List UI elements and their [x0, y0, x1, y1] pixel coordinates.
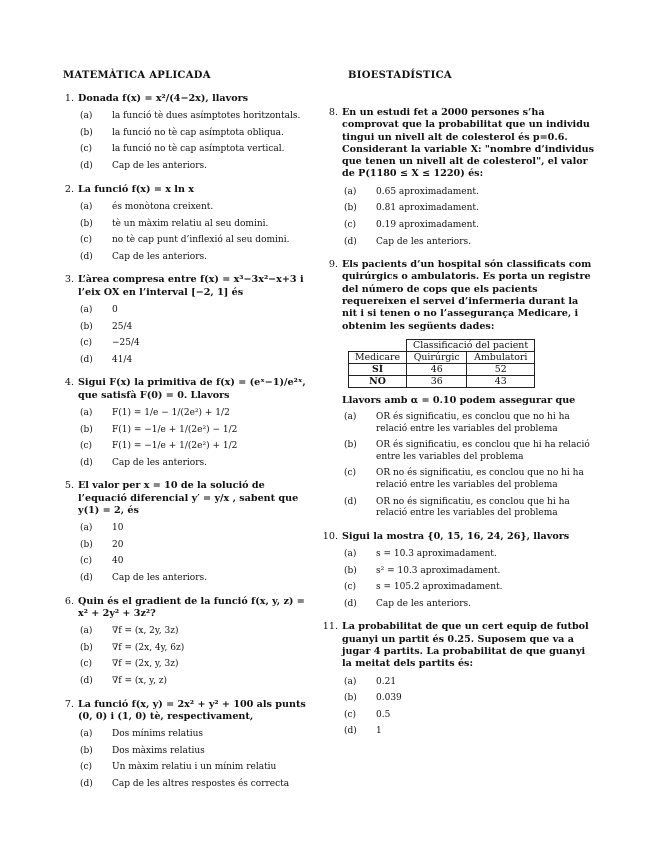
option-text: tè un màxim relatiu al seu domini.: [112, 218, 269, 229]
question-4: [58, 377, 308, 469]
option-text: 0.21: [376, 676, 397, 687]
option-text: 20: [112, 539, 124, 550]
option-label: (d): [80, 457, 93, 468]
option-label: (b): [344, 565, 357, 576]
option-text: Cap de les anteriors.: [112, 161, 207, 172]
table-row-label: SÍ: [349, 363, 407, 375]
option-text: la funció tè dues asímptotes horitzontals.: [112, 111, 301, 122]
option-label: (c): [344, 709, 357, 720]
left-column: [58, 70, 308, 801]
option-text: és monòtona creixent.: [112, 201, 214, 212]
question-number: 9.: [328, 259, 338, 271]
option-label: (d): [344, 496, 357, 507]
option-label: (d): [80, 161, 93, 172]
option-label: (a): [344, 411, 357, 422]
answer-option: [78, 540, 308, 552]
table-col-header: Quirúrgic: [407, 351, 467, 363]
option-text: Dos màxims relatius: [112, 745, 205, 756]
question-number: 6.: [64, 595, 74, 607]
option-label: (a): [344, 548, 357, 559]
answer-option: [78, 676, 308, 688]
question-stem: El valor per x = 10 de la solució de l’equació diferencial y′ = y/x , sabent que y(1) = 2, és: [78, 480, 299, 516]
answer-option: [342, 710, 594, 722]
answer-option: [78, 408, 308, 420]
option-label: (b): [344, 693, 357, 704]
option-text: Cap de les anteriors.: [376, 598, 471, 609]
answer-option: [78, 626, 308, 638]
option-label: (a): [344, 676, 357, 687]
question-6: [58, 596, 308, 688]
answer-option: [78, 441, 308, 453]
answer-option: [78, 219, 308, 231]
question-number: 1.: [64, 93, 74, 104]
option-label: (a): [80, 201, 93, 212]
option-label: (d): [80, 251, 93, 262]
question-3: [58, 274, 308, 366]
option-label: (d): [344, 598, 357, 609]
option-label: (a): [80, 407, 93, 418]
option-label: (c): [80, 762, 93, 773]
answer-option: [342, 412, 594, 435]
option-label: (a): [80, 626, 93, 637]
question-number: 3.: [64, 274, 74, 286]
answer-option: [342, 566, 594, 578]
option-label: (d): [344, 726, 357, 737]
option-text: 40: [112, 556, 124, 567]
option-label: (b): [80, 642, 93, 653]
question-stem: En un estudi fet a 2000 persones s’ha comprovat que la probabilitat que un individu tingui un nivell alt de colesterol és p=0.6. Considerant la variable X: "nombre d’individus que tenen un nivell alt de colesterol", el valor de P(1180 ≤ X ≤ 1220) és:: [342, 107, 594, 180]
answer-option: [78, 556, 308, 568]
question-number: 4.: [64, 377, 74, 389]
option-label: (a): [80, 111, 93, 122]
table-cell: 52: [467, 363, 535, 375]
answer-option: [342, 726, 594, 738]
option-label: (c): [80, 659, 93, 670]
option-text: 10: [112, 523, 124, 534]
table-cell: 36: [407, 375, 467, 387]
answer-option: [78, 425, 308, 437]
option-label: (b): [80, 539, 93, 550]
option-text: 0.81 aproximadament.: [376, 203, 479, 214]
answer-option: [342, 599, 594, 611]
option-text: Cap de les altres respostes és correcta: [112, 778, 290, 789]
question-stem: Donada f(x) = x²/(4−2x), llavors: [78, 93, 249, 104]
option-text: −25/4: [112, 338, 140, 349]
left-question-list: [58, 93, 308, 790]
question-number: 2.: [64, 183, 74, 195]
option-text: 0.19 aproximadament.: [376, 219, 479, 230]
data-table: [348, 339, 535, 388]
option-list: [322, 412, 594, 520]
question-number: 7.: [64, 698, 74, 710]
question-11: [322, 621, 594, 738]
option-list: [322, 677, 594, 738]
answer-option: [78, 235, 308, 247]
table-cell: 46: [407, 363, 467, 375]
table-group-header: Classificació del pacient: [407, 339, 535, 351]
option-text: 1: [376, 726, 382, 737]
option-text: s = 10.3 aproximadament.: [376, 548, 497, 559]
option-text: s = 105.2 aproximadament.: [376, 582, 503, 593]
option-text: Cap de les anteriors.: [112, 251, 207, 262]
option-label: (d): [80, 778, 93, 789]
option-label: (b): [344, 440, 357, 451]
answer-option: [78, 161, 308, 173]
option-label: (d): [80, 354, 93, 365]
option-label: (a): [80, 523, 93, 534]
answer-option: [78, 729, 308, 741]
answer-option: [342, 677, 594, 689]
option-list: [322, 187, 594, 248]
option-text: OR és significatiu, es conclou que hi ha relació entre les variables del problema: [376, 440, 590, 462]
answer-option: [78, 573, 308, 585]
question-number: 5.: [64, 480, 74, 492]
answer-option: [342, 187, 594, 199]
answer-option: [78, 128, 308, 140]
option-text: la funció no tè cap asímptota vertical.: [112, 144, 285, 155]
option-label: (d): [344, 236, 357, 247]
question-stem: L’àrea compresa entre f(x) = x³−3x²−x+3 i l’eix OX en l’interval [−2, 1] és: [78, 274, 304, 298]
option-text: F(1) = 1/e − 1/(2e²) + 1/2: [112, 407, 230, 418]
option-label: (b): [344, 203, 357, 214]
option-label: (c): [344, 468, 357, 479]
question-number: 11.: [322, 621, 338, 633]
option-label: (b): [80, 745, 93, 756]
answer-option: [78, 762, 308, 774]
table-col-header: Ambulatori: [467, 351, 535, 363]
option-text: s² = 10.3 aproximadament.: [376, 565, 501, 576]
question-9: [322, 259, 594, 520]
table-corner: [349, 339, 407, 351]
option-text: F(1) = −1/e + 1/(2e²) + 1/2: [112, 441, 238, 452]
answer-option: [342, 693, 594, 705]
question-2: [58, 184, 308, 264]
question-number: 8.: [328, 107, 338, 118]
option-text: ∇f = (x, y, z): [112, 675, 168, 686]
answer-option: [342, 237, 594, 249]
right-section-header: BIOESTADÍSTICA: [348, 70, 452, 81]
answer-option: [78, 305, 308, 317]
answer-option: [78, 779, 308, 791]
option-text: 41/4: [112, 354, 133, 365]
answer-option: [342, 220, 594, 232]
question-10: [322, 531, 594, 611]
left-section-header: MATEMÀTICA APLICADA: [63, 70, 211, 81]
option-text: 0: [112, 304, 118, 315]
question-lead: Llavors amb α = 0.10 podem assegurar que: [342, 394, 576, 406]
option-label: (a): [80, 729, 93, 740]
option-text: F(1) = −1/e + 1/(2e²) − 1/2: [112, 424, 238, 435]
option-text: Cap de les anteriors.: [112, 457, 207, 468]
table-row: [349, 375, 535, 387]
option-text: ∇f = (2x, y, 3z): [112, 659, 179, 670]
option-text: OR no és significatiu, es conclou que no hi ha relació entre les variables del problema: [376, 468, 584, 490]
option-label: (a): [344, 186, 357, 197]
option-label: (b): [80, 218, 93, 229]
option-list: [322, 549, 594, 610]
answer-option: [78, 746, 308, 758]
answer-option: [78, 252, 308, 264]
option-text: no tè cap punt d’inflexió al seu domini.: [112, 235, 290, 246]
table-row-label: NO: [349, 375, 407, 387]
option-text: 0.039: [376, 693, 402, 704]
answer-option: [78, 144, 308, 156]
option-text: OR és significatiu, es conclou que no hi ha relació entre les variables del problema: [376, 411, 570, 434]
question-stem: La funció f(x) = x ln x: [78, 183, 194, 195]
answer-option: [78, 338, 308, 350]
table-row-header: Medicare: [349, 351, 407, 363]
table-row: [349, 363, 535, 375]
option-text: ∇f = (2x, 4y, 6z): [112, 642, 185, 653]
answer-option: [78, 355, 308, 367]
option-label: (a): [80, 304, 93, 315]
question-stem: Quin és el gradient de la funció f(x, y, z) = x² + 2y² + 3z²?: [78, 595, 305, 619]
question-number: 10.: [322, 530, 338, 542]
option-label: (c): [344, 219, 357, 230]
option-label: (d): [80, 675, 93, 686]
question-7: [58, 699, 308, 791]
question-stem: Sigui la mostra {0, 15, 16, 24, 26}, llavors: [342, 530, 570, 542]
answer-option: [78, 643, 308, 655]
question-stem: Sigui F(x) la primitiva de f(x) = (eˣ−1)/e²ˣ, que satisfà F(0) = 0. Llavors: [78, 377, 306, 401]
option-text: 0.65 aproximadament.: [376, 186, 479, 197]
question-stem: La probabilitat de que un cert equip de futbol guanyi un partit és 0.25. Suposem que va a jugar 4 partits. La probabilitat de que guanyi la meitat dels partits és:: [342, 621, 589, 670]
option-text: Un màxim relatiu i un mínim relatiu: [112, 762, 277, 773]
option-label: (c): [80, 144, 93, 155]
option-label: (c): [80, 338, 93, 349]
answer-option: [342, 582, 594, 594]
option-text: ∇f = (x, 2y, 3z): [112, 626, 179, 637]
option-label: (d): [80, 572, 93, 583]
answer-option: [342, 203, 594, 215]
option-text: 25/4: [112, 321, 133, 332]
option-text: 0.5: [376, 709, 391, 720]
answer-option: [342, 497, 594, 520]
right-column: [322, 70, 594, 749]
option-label: (c): [344, 582, 357, 593]
question-5: [58, 480, 308, 584]
option-text: Cap de les anteriors.: [376, 236, 471, 247]
answer-option: [78, 523, 308, 535]
answer-option: [78, 659, 308, 671]
table-cell: 43: [467, 375, 535, 387]
question-stem: La funció f(x, y) = 2x² + y² + 100 als punts (0, 0) i (1, 0) tè, respectivament,: [78, 698, 306, 722]
answer-option: [342, 549, 594, 561]
answer-option: [342, 468, 594, 491]
answer-option: [78, 458, 308, 470]
option-text: OR no és significatiu, es conclou que hi ha relació entre les variables del problema: [376, 496, 570, 519]
question-stem: Els pacients d’un hospital són classificats com quirúrgics o ambulatoris. Es porta un registre del número de cops que els pacients requereixen el servei d’infermeria durant la nit i si tenen o no l’assegurança Medicare, i obtenim les següents dades:: [342, 259, 592, 332]
answer-option: [78, 322, 308, 334]
option-label: (b): [80, 127, 93, 138]
question-1: [58, 93, 308, 173]
answer-option: [78, 111, 308, 123]
option-label: (c): [80, 235, 93, 246]
option-text: la funció no tè cap asímptota obliqua.: [112, 127, 284, 138]
option-text: Cap de les anteriors.: [112, 572, 207, 583]
question-8: [322, 107, 594, 248]
option-label: (b): [80, 321, 93, 332]
answer-option: [78, 202, 308, 214]
option-label: (b): [80, 424, 93, 435]
answer-option: [342, 440, 594, 463]
option-text: Dos mínims relatius: [112, 729, 203, 740]
option-label: (c): [80, 556, 93, 567]
option-label: (c): [80, 441, 93, 452]
